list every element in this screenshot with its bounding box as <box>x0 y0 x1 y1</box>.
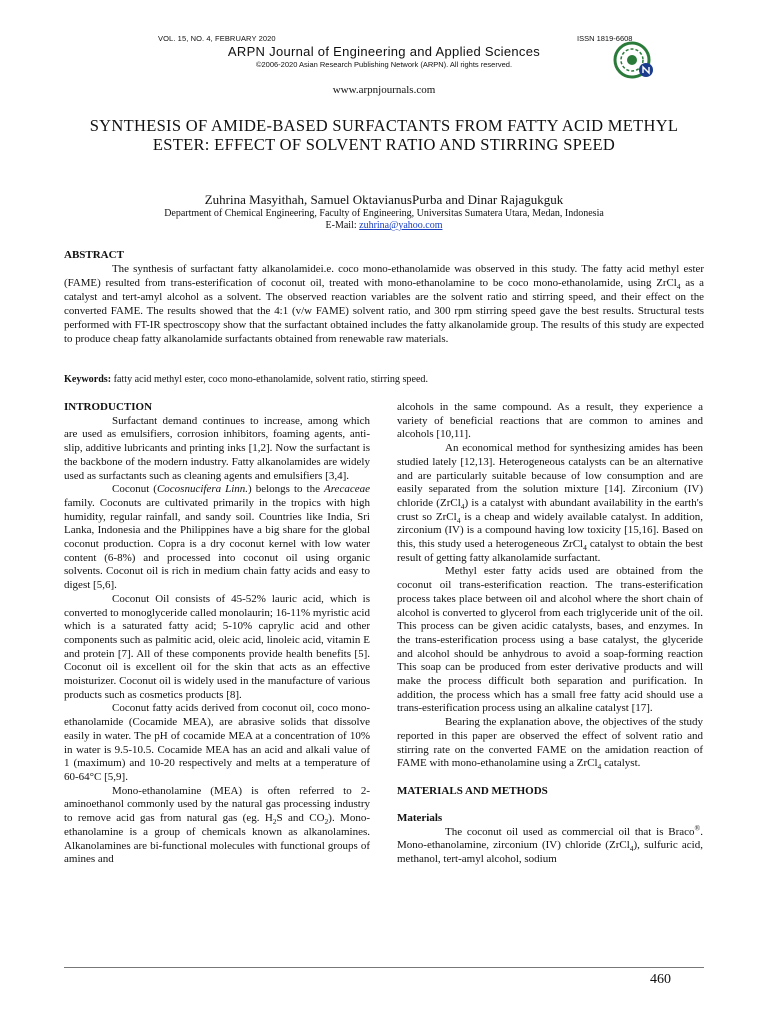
email-line <box>0 220 768 231</box>
subsection-heading-materials: Materials <box>397 812 443 825</box>
paragraph: Coconut Oil consists of 45-52% lauric acid, which is converted to monoglyceride called monolaurin; 16-11% myristic acid which is a saturated fatty acid; 5-10% caprylic acid and other components such as palmitic acid, oleic acid, linoleic acid, vitamin E and protein [7]. All of these components provide health benefits [5]. Coconut oil is excellent oil for the skin that acts as an effective moisturizer. Coconut oil is widely used in the manufacture of various products such as cosmetics products [8]. <box>64 592 370 701</box>
paragraph: Methyl ester fatty acids used are obtained from the coconut oil trans-esterification reaction. The trans-esterification process takes place between oil and alcohol where the short chain of alcohol is converted to glycerol from each triglyceride unit of the oil. This process can be given acidic catalysts, bases, and enzymes. In the trans-esterification process using a base catalyst, the glyceride and alcohol should be anhydrous to avoid a soap-forming reaction This soap can be produced from ester derivative products and will make the process difficult both separation and purification. In addition, the process which has a small free fatty acid should use a trans-esterification process using an alkaline catalyst [17]. <box>397 565 703 715</box>
abstract-body: The synthesis of surfactant fatty alkanolamidei.e. coco mono-ethanolamide was observed in this study. The fatty acid methyl ester (FAME) resulted from trans-esterification of coconut oil, treated with mono-ethanolamine to be coco mono-ethanolamide, using ZrCl$_4$ as a catalyst and tert-amyl alcohol as a solvent. The observed reaction variables are the solvent ratio and stirring speed, and their effect on the converted FAME. The results showed that the 4:1 (v/w FAME) solvent ratio, and 300 rpm stirring speed gave the best results. Structural tests performed with FT-IR spectroscopy show that the surfactant obtained includes the fatty alkanolamide group. The results of this study are expected to produce cheap fatty alkanolamide surfactants obtained from renewable raw materials. <box>64 263 704 346</box>
page-number: 460 <box>650 972 671 987</box>
keywords <box>64 374 704 385</box>
journal-url[interactable]: www.arpnjournals.com <box>332 84 436 96</box>
issn: ISSN 1819-6608 <box>577 34 633 43</box>
volume-info: VOL. 15, NO. 4, FEBRUARY 2020 <box>158 34 276 43</box>
author-list: Zuhrina Masyithah, Samuel OktavianusPurba and Dinar Rajagukguk <box>204 192 564 207</box>
paragraph: Coconut (Cocosnucifera Linn.) belongs to the Arecaceae family. Coconuts are cultivated primarily in the tropics with high humidity, regular rainfall, and sandy soil. Countries like India, Sri Lanka, Indonesia and the Philippines have a big share for the global coconut production. Copra is a dry coconut kernel with low water content (6-8%) and processed into coconut oil using organic solvents. Coconut oil is rich in medium chain fatty acids and easy to digest [5,6]. <box>64 483 370 592</box>
paragraph: alcohols in the same compound. As a result, they experience a variety of beneficial reactions that are common to amines and alcohols [10,11]. <box>397 401 703 441</box>
copyright-notice: ©2006-2020 Asian Research Publishing Network (ARPN). All rights reserved. <box>255 60 513 69</box>
paper-title: SYNTHESIS OF AMIDE-BASED SURFACTANTS FROM FATTY ACID METHYL ESTER: EFFECT OF SOLVENT RATIO AND STIRRING SPEED <box>89 116 679 154</box>
keywords-text: fatty acid methyl ester, coco mono-ethanolamide, solvent ratio, stirring speed. <box>111 374 429 385</box>
left-column <box>64 401 370 867</box>
paragraph: Bearing the explanation above, the objectives of the study reported in this paper are observed the effect of solvent ratio and stirring rate on the converted FAME on the amidation reaction of FAME with mono-ethanolamine using a ZrCl$_4$ catalyst. <box>397 716 703 772</box>
abstract-heading: ABSTRACT <box>64 249 124 261</box>
right-column <box>397 401 703 867</box>
section-heading-introduction: INTRODUCTION <box>64 401 153 413</box>
paragraph: The coconut oil used as commercial oil that is Braco®. Mono-ethanolamine, zirconium (IV) chloride (ZrCl$_4$), sulfuric acid, methanol, tert-amyl alcohol, sodium <box>397 823 703 866</box>
paragraph: Mono-ethanolamine (MEA) is often referred to 2-aminoethanol commonly used by the natural gas processing industry to remove acid gas from natural gas (eg. $H_2S$ and $CO_2$). Mono-ethanolamine is a group of chemicals known as alkanolamines. Alkanolamines are bi-functional molecules with functional groups of amines and <box>64 784 371 866</box>
keywords-label: Keywords: <box>64 374 112 385</box>
paragraph: Coconut fatty acids derived from coconut oil, coco mono-ethanolamide (Cocamide MEA), are abrasive solids that dissolve easily in water. The pH of cocamide MEA at a concentration of 10% in water is 9.5-10.5. Cocamide MEA has an acid and alkali value of 1 (maximum) and 10-20 respectively and melts at a temperature of 60-64°C [5,9]. <box>64 702 370 783</box>
paragraph: Surfactant demand continues to increase, among which are used as emulsifiers, corrosion inhibitors, foaming agents, anti-slip, additive lubricants and printing inks [1,2]. Now the surfactant is the backbone of the modern industry. Fatty alkanolamides are widely used as surfactants such as cleaning agents and emulsifiers [3,4]. <box>64 414 370 482</box>
arpn-logo-icon <box>612 40 656 80</box>
section-heading-materials-methods: MATERIALS AND METHODS <box>397 784 548 797</box>
journal-name: ARPN Journal of Engineering and Applied Sciences <box>227 44 541 59</box>
affiliation: Department of Chemical Engineering, Faculty of Engineering, Universitas Sumatera Utara, Medan, Indonesia <box>164 208 604 219</box>
footer-divider <box>64 967 704 968</box>
paragraph: An economical method for synthesizing amides has been studied lately [12,13]. Heterogeneous catalysts can be an alternative and are particularly suitable because of low consumption and are easily separated from the solution mixture [14]. Zirconium (IV) chloride (ZrCl$_4$) is a catalyst with abundant availability in the earth's crust so ZrCl$_4$ is a cheap and widely available catalyst. In addition, zirconium (IV) is a compound having low toxicity [15,16]. Based on this, this study used a heterogeneous ZrCl$_4$ catalyst to obtain the best result of getting fatty alkanolamide surfactant. <box>397 442 703 564</box>
email-label: E-Mail: <box>325 220 357 231</box>
email-link[interactable]: zuhrina@yahoo.com <box>359 220 443 231</box>
